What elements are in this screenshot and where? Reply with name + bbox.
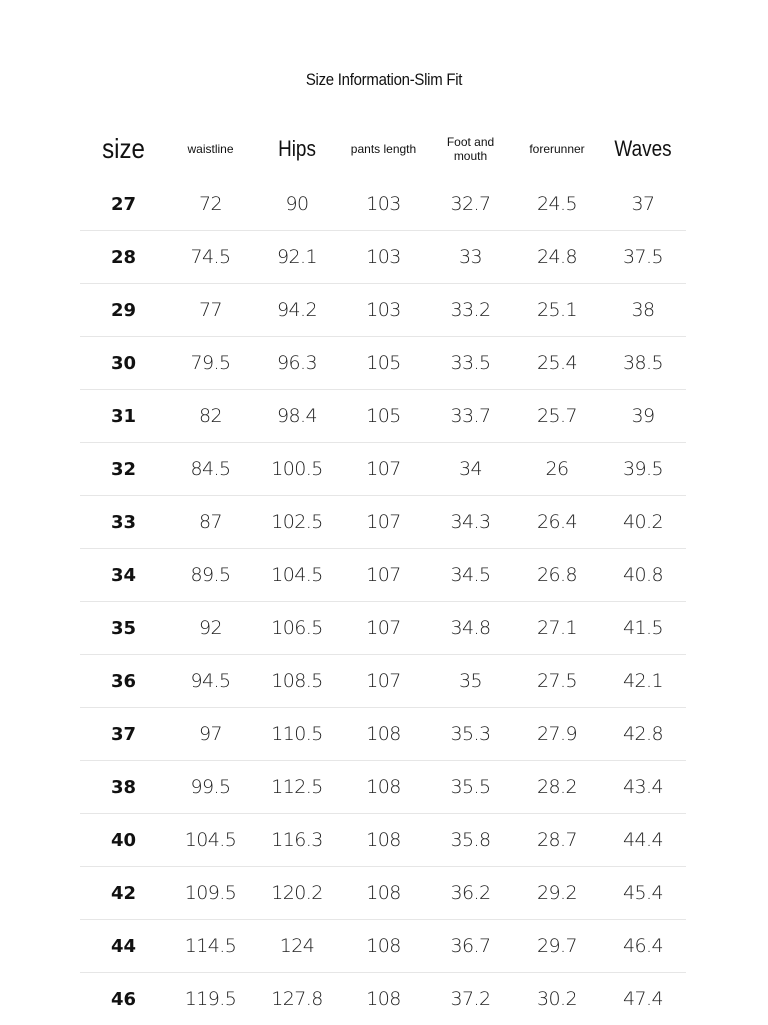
cell-waistline: 92: [167, 602, 254, 655]
cell-pants-length: 103: [340, 284, 427, 337]
cell-size: 44: [80, 920, 167, 973]
cell-size: 35: [80, 602, 167, 655]
table-row: [80, 496, 686, 549]
table-row: [80, 655, 686, 708]
cell-waistline: 82: [167, 390, 254, 443]
cell-waves: 40.2: [600, 496, 686, 549]
cell-forerunner: 27.9: [514, 708, 600, 761]
cell-hips: 108.5: [254, 655, 340, 708]
cell-forerunner: 25.1: [514, 284, 600, 337]
cell-forerunner: 24.8: [514, 231, 600, 284]
cell-forerunner: 29.2: [514, 867, 600, 920]
header-hips: Hips: [260, 120, 334, 178]
cell-pants-length: 105: [340, 390, 427, 443]
cell-waves: 43.4: [600, 761, 686, 814]
cell-foot-and-mouth: 34: [427, 443, 514, 496]
cell-waistline: 109.5: [167, 867, 254, 920]
cell-pants-length: 103: [340, 231, 427, 284]
table-row: [80, 973, 686, 1025]
cell-waves: 39: [600, 390, 686, 443]
cell-waves: 40.8: [600, 549, 686, 602]
cell-hips: 124: [254, 920, 340, 973]
cell-waves: 46.4: [600, 920, 686, 973]
header-waves: Waves: [606, 120, 680, 178]
table-row: [80, 814, 686, 867]
cell-waistline: 87: [167, 496, 254, 549]
cell-pants-length: 107: [340, 496, 427, 549]
cell-forerunner: 28.2: [514, 761, 600, 814]
cell-waves: 41.5: [600, 602, 686, 655]
cell-pants-length: 107: [340, 443, 427, 496]
cell-waistline: 89.5: [167, 549, 254, 602]
cell-waistline: 84.5: [167, 443, 254, 496]
cell-hips: 102.5: [254, 496, 340, 549]
cell-size: 29: [80, 284, 167, 337]
cell-size: 27: [80, 178, 167, 231]
cell-waistline: 104.5: [167, 814, 254, 867]
cell-forerunner: 30.2: [514, 973, 600, 1025]
cell-waistline: 99.5: [167, 761, 254, 814]
cell-waistline: 119.5: [167, 973, 254, 1025]
cell-foot-and-mouth: 36.2: [427, 867, 514, 920]
table-header: [80, 120, 686, 178]
cell-foot-and-mouth: 34.8: [427, 602, 514, 655]
cell-size: 33: [80, 496, 167, 549]
header-row: [80, 120, 686, 178]
cell-hips: 110.5: [254, 708, 340, 761]
cell-hips: 116.3: [254, 814, 340, 867]
cell-forerunner: 26.4: [514, 496, 600, 549]
cell-forerunner: 27.1: [514, 602, 600, 655]
cell-foot-and-mouth: 35.8: [427, 814, 514, 867]
cell-pants-length: 108: [340, 920, 427, 973]
cell-hips: 127.8: [254, 973, 340, 1025]
cell-foot-and-mouth: 35.3: [427, 708, 514, 761]
cell-forerunner: 24.5: [514, 178, 600, 231]
cell-foot-and-mouth: 34.5: [427, 549, 514, 602]
cell-forerunner: 26: [514, 443, 600, 496]
cell-waistline: 114.5: [167, 920, 254, 973]
cell-size: 42: [80, 867, 167, 920]
cell-waves: 38: [600, 284, 686, 337]
cell-forerunner: 25.4: [514, 337, 600, 390]
table-row: [80, 231, 686, 284]
cell-waistline: 72: [167, 178, 254, 231]
cell-forerunner: 26.8: [514, 549, 600, 602]
cell-waistline: 79.5: [167, 337, 254, 390]
cell-size: 30: [80, 337, 167, 390]
cell-hips: 120.2: [254, 867, 340, 920]
header-size: size: [86, 120, 161, 178]
cell-foot-and-mouth: 33.5: [427, 337, 514, 390]
cell-waves: 45.4: [600, 867, 686, 920]
cell-hips: 100.5: [254, 443, 340, 496]
table-row: [80, 443, 686, 496]
cell-hips: 92.1: [254, 231, 340, 284]
cell-foot-and-mouth: 33: [427, 231, 514, 284]
cell-size: 36: [80, 655, 167, 708]
table-row: [80, 178, 686, 231]
table-row: [80, 549, 686, 602]
cell-hips: 112.5: [254, 761, 340, 814]
cell-size: 38: [80, 761, 167, 814]
cell-pants-length: 107: [340, 602, 427, 655]
cell-pants-length: 108: [340, 973, 427, 1025]
cell-waves: 39.5: [600, 443, 686, 496]
cell-waistline: 77: [167, 284, 254, 337]
cell-size: 37: [80, 708, 167, 761]
table-row: [80, 602, 686, 655]
cell-foot-and-mouth: 35: [427, 655, 514, 708]
cell-size: 46: [80, 973, 167, 1025]
cell-size: 40: [80, 814, 167, 867]
table-row: [80, 867, 686, 920]
cell-pants-length: 107: [340, 655, 427, 708]
cell-waves: 37.5: [600, 231, 686, 284]
size-table: [80, 120, 686, 1025]
cell-waves: 37: [600, 178, 686, 231]
cell-forerunner: 29.7: [514, 920, 600, 973]
cell-hips: 94.2: [254, 284, 340, 337]
cell-pants-length: 108: [340, 708, 427, 761]
cell-forerunner: 28.7: [514, 814, 600, 867]
header-pants-length: pants length: [340, 120, 427, 178]
cell-waves: 42.1: [600, 655, 686, 708]
table-row: [80, 390, 686, 443]
table-row: [80, 708, 686, 761]
cell-foot-and-mouth: 36.7: [427, 920, 514, 973]
page-title: Size Information-Slim Fit: [46, 70, 722, 90]
cell-hips: 104.5: [254, 549, 340, 602]
cell-size: 32: [80, 443, 167, 496]
cell-hips: 106.5: [254, 602, 340, 655]
cell-pants-length: 108: [340, 867, 427, 920]
cell-size: 34: [80, 549, 167, 602]
cell-foot-and-mouth: 33.7: [427, 390, 514, 443]
cell-hips: 98.4: [254, 390, 340, 443]
cell-waves: 42.8: [600, 708, 686, 761]
header-waistline: waistline: [167, 120, 254, 178]
cell-pants-length: 105: [340, 337, 427, 390]
cell-foot-and-mouth: 34.3: [427, 496, 514, 549]
header-forerunner: forerunner: [514, 120, 600, 178]
table-row: [80, 920, 686, 973]
cell-pants-length: 108: [340, 761, 427, 814]
cell-waves: 44.4: [600, 814, 686, 867]
cell-pants-length: 103: [340, 178, 427, 231]
table-body: [80, 178, 686, 1025]
cell-waves: 38.5: [600, 337, 686, 390]
cell-foot-and-mouth: 37.2: [427, 973, 514, 1025]
cell-waistline: 74.5: [167, 231, 254, 284]
cell-size: 28: [80, 231, 167, 284]
cell-foot-and-mouth: 35.5: [427, 761, 514, 814]
cell-foot-and-mouth: 32.7: [427, 178, 514, 231]
cell-waves: 47.4: [600, 973, 686, 1025]
cell-hips: 96.3: [254, 337, 340, 390]
cell-hips: 90: [254, 178, 340, 231]
cell-pants-length: 107: [340, 549, 427, 602]
cell-foot-and-mouth: 33.2: [427, 284, 514, 337]
cell-waistline: 97: [167, 708, 254, 761]
table-row: [80, 284, 686, 337]
cell-size: 31: [80, 390, 167, 443]
table-row: [80, 337, 686, 390]
table-row: [80, 761, 686, 814]
header-foot-and-mouth: Foot and mouth: [427, 120, 514, 178]
cell-forerunner: 25.7: [514, 390, 600, 443]
cell-pants-length: 108: [340, 814, 427, 867]
cell-forerunner: 27.5: [514, 655, 600, 708]
cell-waistline: 94.5: [167, 655, 254, 708]
